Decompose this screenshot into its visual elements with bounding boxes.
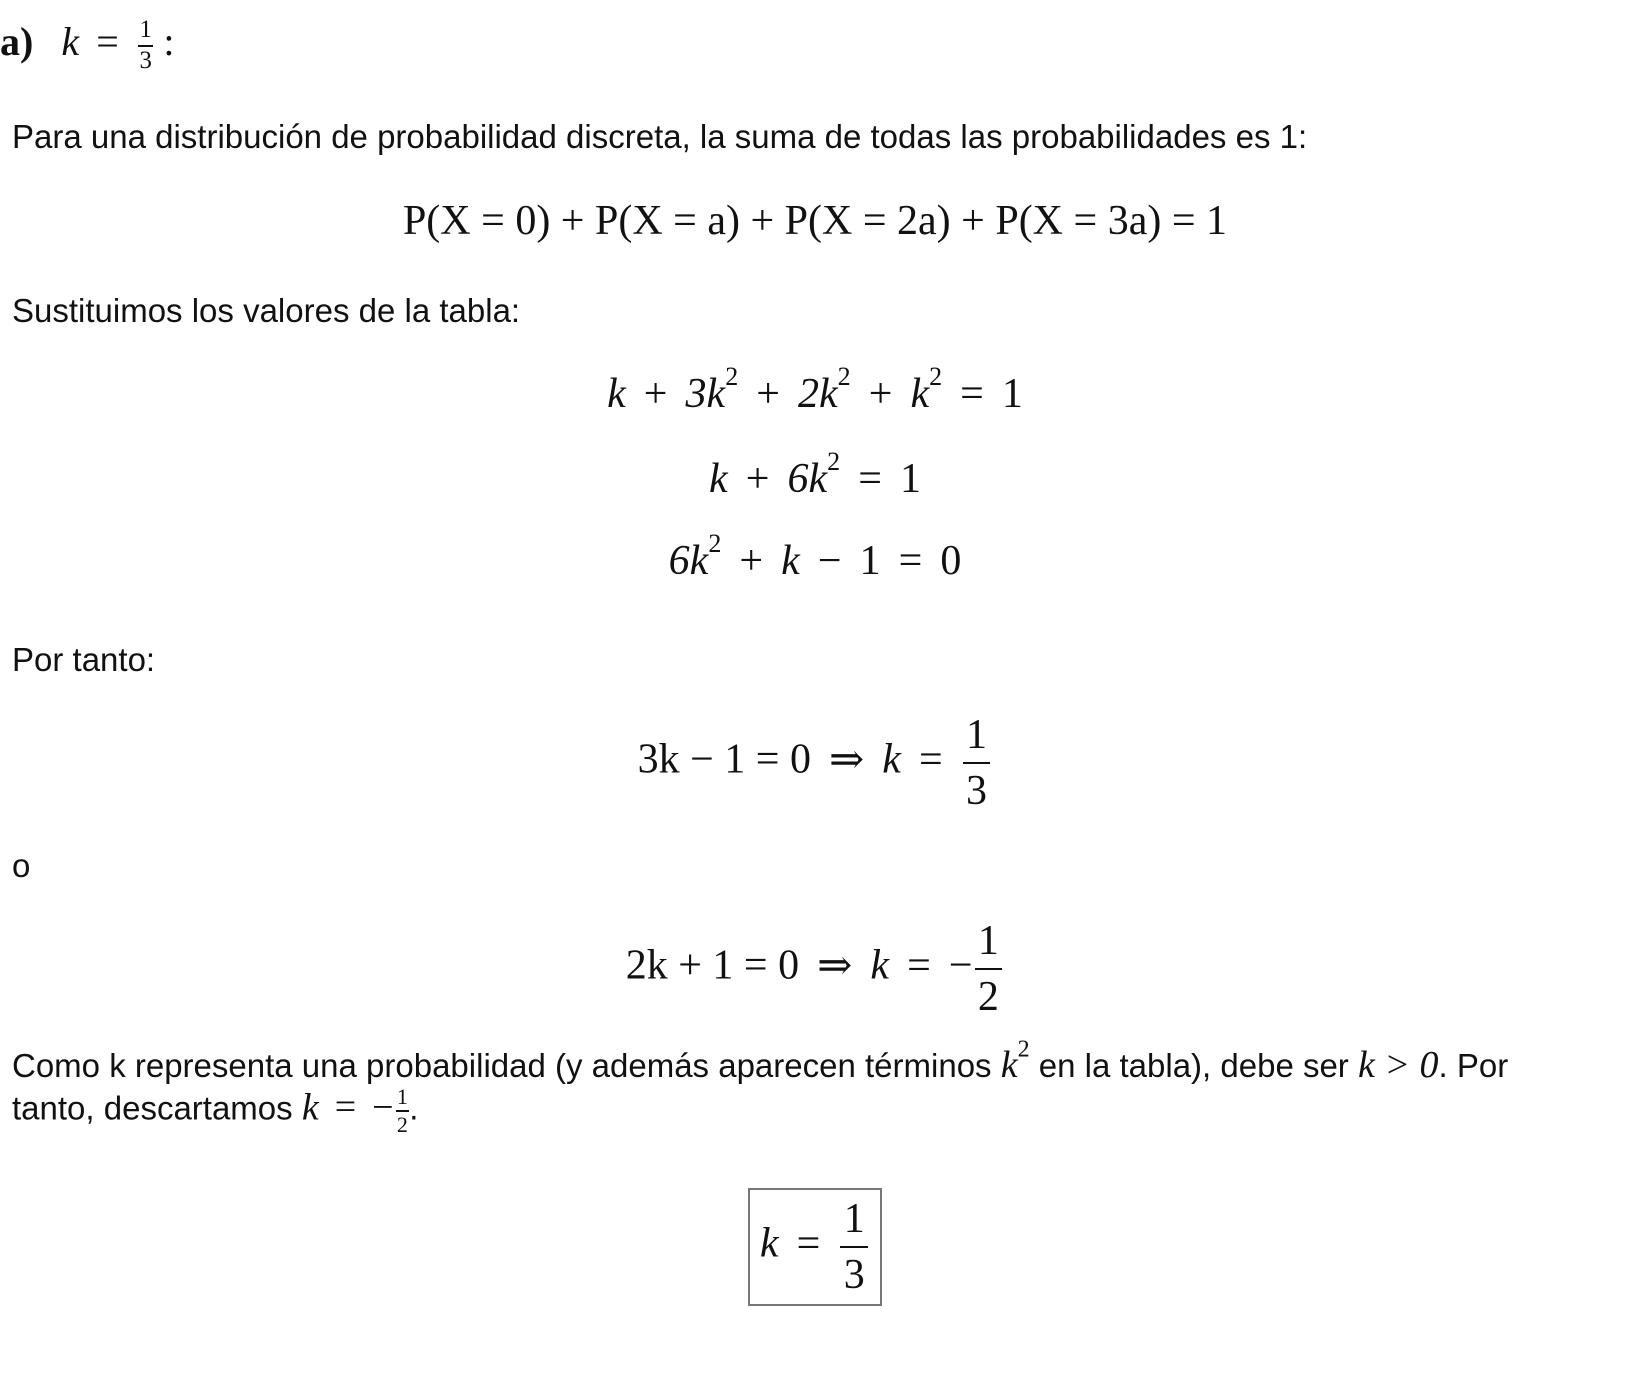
probability-sum-expression: P(X = 0) + P(X = a) + P(X = 2a) + P(X = 3a) = 1 bbox=[402, 198, 1228, 244]
final-answer-numerator: 1 bbox=[840, 1198, 868, 1248]
solution-1-denominator: 3 bbox=[966, 768, 988, 814]
conclusion-line-1-start: Como k representa una probabilidad (y además aparecen términos bbox=[12, 1047, 992, 1084]
sum-k-equals: = bbox=[960, 371, 984, 417]
quadratic-equals: = bbox=[898, 538, 923, 584]
solution-1-implies: ⇒ bbox=[829, 736, 865, 783]
conclusion-after: . Por bbox=[1438, 1047, 1509, 1084]
quadratic-term-2: k bbox=[781, 538, 800, 584]
solution-1-equals: = bbox=[918, 736, 943, 783]
sum-k-term-4: k bbox=[910, 371, 930, 417]
discard-period: . bbox=[409, 1089, 419, 1127]
solution-2-variable: k bbox=[870, 942, 890, 989]
sum-k-plus-1: + bbox=[643, 371, 668, 417]
therefore-paragraph: Por tanto: bbox=[12, 641, 156, 678]
solution-2-minus: − bbox=[948, 942, 973, 989]
sum-k-term-1: k bbox=[607, 371, 626, 417]
quadratic-term-1: 6k bbox=[668, 538, 709, 584]
section-label: a) bbox=[0, 19, 34, 64]
quadratic-plus: + bbox=[739, 538, 764, 584]
conclusion-line-2-start: tanto, descartamos bbox=[12, 1089, 293, 1127]
discard-denominator: 2 bbox=[396, 1111, 408, 1137]
solution-2-implies: ⇒ bbox=[817, 942, 853, 989]
quadratic-exponent: 2 bbox=[708, 528, 722, 558]
simplified-rhs: 1 bbox=[899, 456, 921, 502]
sum-k-plus-2: + bbox=[756, 371, 780, 417]
quadratic-term-3: 1 bbox=[859, 538, 881, 584]
title-fraction bbox=[138, 18, 153, 74]
section-title bbox=[0, 18, 175, 74]
final-answer-equation bbox=[0, 1188, 1630, 1306]
discard-numerator: 1 bbox=[396, 1086, 410, 1112]
solution-1-variable: k bbox=[882, 736, 901, 783]
final-answer-denominator: 3 bbox=[843, 1252, 865, 1298]
solution-2-lhs: 2k + 1 = 0 bbox=[625, 942, 800, 989]
conclusion-condition: k > 0 bbox=[1357, 1044, 1439, 1086]
title-variable: k bbox=[61, 19, 80, 64]
solution-1-fraction bbox=[963, 714, 991, 812]
probability-sum-equation bbox=[0, 200, 1630, 242]
quadratic-equation bbox=[0, 528, 1630, 584]
sum-k-rhs: 1 bbox=[1001, 371, 1023, 417]
solution-2-equation bbox=[0, 920, 1630, 1018]
discard-variable: k bbox=[301, 1086, 319, 1129]
discard-equals: = bbox=[334, 1086, 357, 1129]
final-answer-box bbox=[748, 1188, 882, 1306]
simplified-term-2: 6k bbox=[787, 456, 828, 502]
simplified-plus: + bbox=[745, 456, 770, 502]
solution-2-fraction bbox=[975, 920, 1003, 1018]
quadratic-rhs: 0 bbox=[940, 538, 962, 584]
solution-1-equation bbox=[0, 714, 1630, 812]
sum-k-exponent-2: 2 bbox=[725, 361, 739, 391]
discard-minus: − bbox=[372, 1086, 394, 1129]
simplified-equation bbox=[0, 446, 1630, 502]
title-fraction-denominator: 3 bbox=[139, 46, 152, 74]
simplified-term-1: k bbox=[709, 456, 728, 502]
sum-k-exponent-4: 2 bbox=[929, 361, 943, 391]
title-fraction-numerator: 1 bbox=[138, 18, 153, 47]
sum-k-exponent-3: 2 bbox=[837, 361, 851, 391]
sum-k-term-3: 2k bbox=[797, 371, 838, 417]
conclusion-middle: en la tabla), debe ser bbox=[1038, 1047, 1349, 1084]
simplified-equals: = bbox=[858, 456, 882, 502]
solution-2-denominator: 2 bbox=[977, 974, 999, 1020]
solution-1-lhs: 3k − 1 = 0 bbox=[637, 736, 811, 783]
or-paragraph: o bbox=[12, 847, 31, 884]
title-equation bbox=[61, 16, 175, 74]
conclusion-k-exponent: 2 bbox=[1017, 1036, 1030, 1063]
final-answer-variable: k bbox=[759, 1220, 779, 1267]
title-equals: = bbox=[96, 19, 119, 64]
substitute-paragraph: Sustituimos los valores de la tabla: bbox=[12, 292, 521, 329]
conclusion-k: k bbox=[1000, 1044, 1018, 1086]
final-answer-equals: = bbox=[796, 1220, 821, 1267]
solution-2-numerator: 1 bbox=[975, 920, 1003, 970]
intro-paragraph: Para una distribución de probabilidad discreta, la suma de todas las probabilidades es 1: bbox=[12, 118, 1308, 155]
sum-k-term-2: 3k bbox=[685, 371, 726, 417]
sum-k-plus-3: + bbox=[868, 371, 893, 417]
solution-2-equals: = bbox=[907, 942, 931, 989]
title-colon: : bbox=[163, 19, 175, 64]
sum-k-equation bbox=[0, 361, 1630, 417]
solution-1-numerator: 1 bbox=[963, 714, 991, 764]
discard-fraction bbox=[396, 1083, 410, 1137]
conclusion-paragraph bbox=[12, 1036, 1627, 1137]
final-answer-fraction bbox=[840, 1198, 868, 1296]
simplified-exponent: 2 bbox=[827, 446, 841, 476]
quadratic-minus: − bbox=[817, 538, 842, 584]
